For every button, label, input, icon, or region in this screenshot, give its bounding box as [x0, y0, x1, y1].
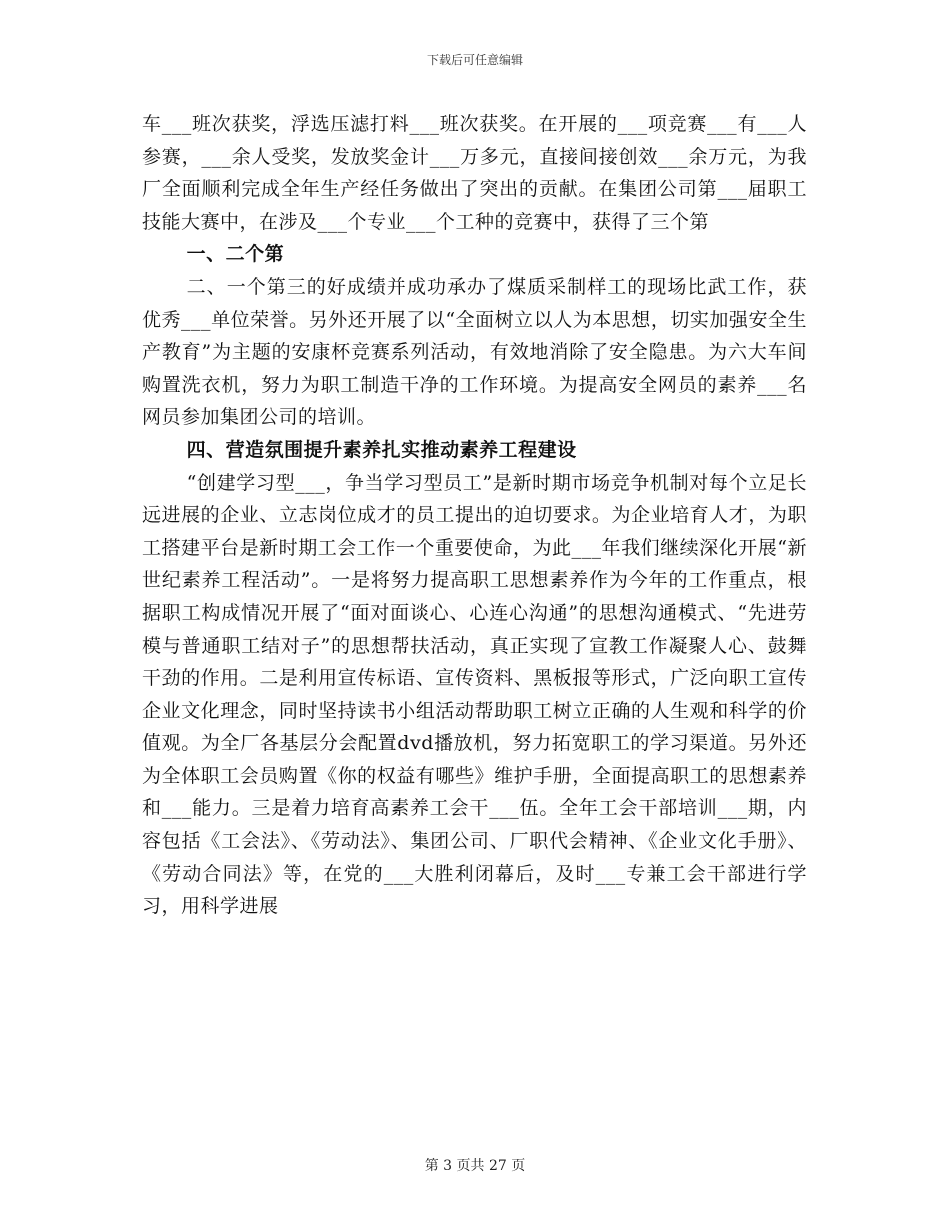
- paragraph-safety-competition: 二、一个第三的好成绩并成功承办了煤质采制样工的现场比武工作，获优秀___单位荣誉。另外还开展了以“全面树立以人为本思想，切实加强安全生产教育”为主题的安康杯竞赛系列活动，有效地消除了安全隐患。为六大车间购置洗衣机，努力为职工制造干净的工作环境。为提高安全网员的素养___名网员参加集团公司的培训。: [142, 275, 807, 429]
- page-header: 下载后可任意编辑: [426, 53, 523, 67]
- paragraph-learning-organization: “创建学习型___，争当学习型员工”是新时期市场竞争机制对每个立足长远进展的企业、立志岗位成才的员工提出的迫切要求。为企业培育人才，为职工搭建平台是新时期工会工作一个重要使命，为此___年我们继续深化开展“新世纪素养工程活动”。一是将努力提高职工思想素养作为今年的工作重点，根据职工构成情况开展了“面对面谈心、心连心沟通”的思想沟通模式、“先进劳模与普通职工结对子”的思想帮扶活动，真正实现了宣教工作凝聚人心、鼓舞干劲的作用。二是利用宣传标语、宣传资料、黑板报等形式，广泛向职工宣传企业文化理念，同时坚持读书小组活动帮助职工树立正确的人生观和科学的价值观。为全厂各基层分会配置dvd播放机，努力拓宽职工的学习渠道。另外还为全体职工会员购置《你的权益有哪些》维护手册，全面提高职工的思想素养和___能力。三是着力培育高素养工会干___伍。全年工会干部培训___期，内容包括《工会法》、《劳动法》、集团公司、厂职代会精神、《企业文化手册》、《劳动合同法》等，在党的___大胜利闭幕后，及时___专兼工会干部进行学习，用科学进展: [142, 471, 807, 918]
- section-heading-quality-project: 四、营造氛围提升素养扎实推动素养工程建设: [186, 438, 577, 461]
- document-body: [142, 108, 807, 923]
- paragraph-awards-continuation: 车___班次获奖，浮选压滤打料___班次获奖。在开展的___项竞赛___有___人参赛，___余人受奖，发放奖金计___万多元，直接间接创效___余万元，为我厂全面顺利完成全年生产经任务做出了突出的贡献。在集团公司第___届职工技能大赛中，在涉及___个专业___个工种的竞赛中，获得了三个第: [142, 113, 807, 233]
- paragraph-second-place: 一、二个第: [186, 243, 285, 266]
- page-footer-page-number: 第 3 页共 27 页: [424, 1158, 526, 1174]
